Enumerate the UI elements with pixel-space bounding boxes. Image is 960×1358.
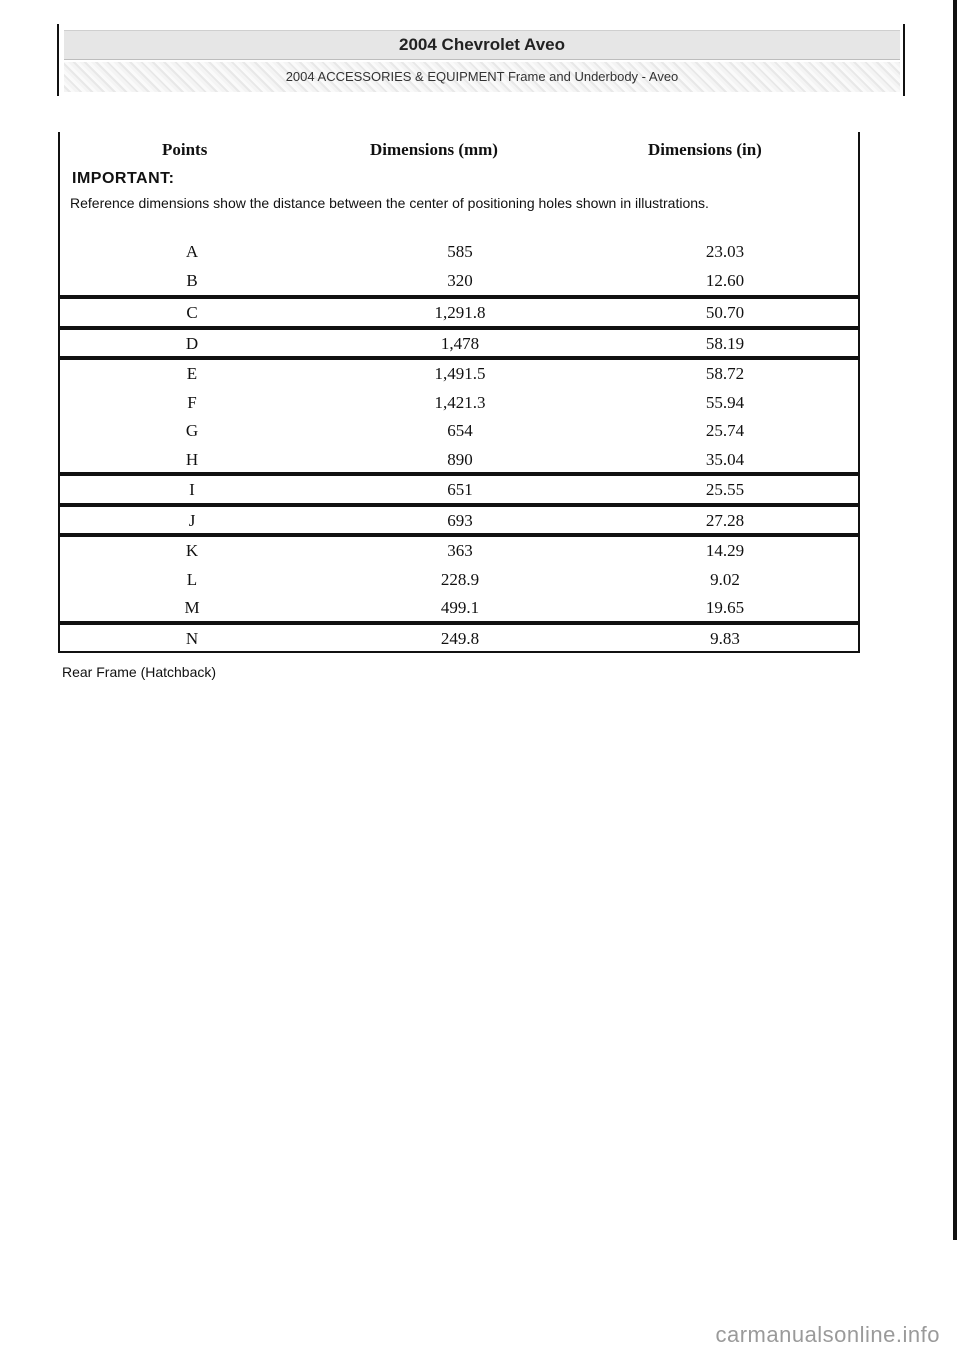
mm-cell: 1,491.5 <box>434 364 486 383</box>
table-row <box>60 299 862 327</box>
mm-cell: 585 <box>447 242 473 261</box>
important-note: Reference dimensions show the distance between the center of positioning holes shown in illustrations. <box>70 195 709 211</box>
row-group <box>58 505 860 536</box>
table-row <box>60 238 862 266</box>
point-cell: M <box>184 598 200 617</box>
table-row <box>60 507 862 535</box>
important-label: IMPORTANT: <box>72 170 175 187</box>
document-title: 2004 Chevrolet Aveo <box>64 30 900 60</box>
row-group <box>58 474 860 505</box>
point-cell: C <box>186 303 198 322</box>
table-row <box>60 360 862 388</box>
in-cell: 12.60 <box>705 270 745 290</box>
row-group <box>58 623 860 654</box>
table-row <box>60 476 862 504</box>
in-cell: 58.19 <box>705 333 745 353</box>
point-cell: B <box>186 270 198 290</box>
point-cell: N <box>185 628 199 648</box>
table-row <box>60 566 862 594</box>
row-group <box>58 328 860 359</box>
row-group <box>58 358 860 474</box>
in-cell: 50.70 <box>705 303 745 322</box>
document-subtitle: 2004 ACCESSORIES & EQUIPMENT Frame and Underbody - Aveo <box>64 62 900 92</box>
table-row <box>60 625 862 653</box>
point-cell: F <box>187 392 197 412</box>
mm-cell: 249.8 <box>440 628 480 648</box>
mm-cell: 654 <box>447 421 473 440</box>
mm-cell: 228.9 <box>440 569 480 589</box>
in-cell: 9.83 <box>710 628 740 648</box>
row-group <box>58 297 860 328</box>
column-header-mm: Dimensions (mm) <box>370 140 498 159</box>
column-header-points: Points <box>162 140 208 159</box>
mm-cell: 320 <box>447 270 473 290</box>
mm-cell: 1,478 <box>440 333 480 353</box>
point-cell: E <box>186 364 198 383</box>
point-cell: A <box>185 242 199 261</box>
table-row <box>60 267 862 295</box>
mm-cell: 693 <box>447 510 473 530</box>
in-cell: 9.02 <box>710 569 740 589</box>
mm-cell: 1,291.8 <box>434 303 486 322</box>
table-row <box>60 537 862 565</box>
table-row <box>60 446 862 474</box>
header-left-rule <box>57 24 59 96</box>
table-row <box>60 594 862 622</box>
mm-cell: 1,421.3 <box>434 392 486 412</box>
in-cell: 58.72 <box>705 364 745 383</box>
mm-cell: 651 <box>447 480 473 499</box>
row-group <box>58 535 860 623</box>
point-cell: I <box>189 480 195 499</box>
header-right-rule <box>903 24 905 96</box>
in-cell: 55.94 <box>705 392 745 412</box>
mm-cell: 890 <box>447 449 473 469</box>
watermark: carmanualsonline.info <box>715 1322 940 1347</box>
in-cell: 35.04 <box>705 449 745 469</box>
table-row <box>60 417 862 445</box>
in-cell: 19.65 <box>705 598 745 617</box>
mm-cell: 363 <box>447 541 473 560</box>
mm-cell: 499.1 <box>440 598 480 617</box>
point-cell: H <box>185 449 199 469</box>
point-cell: K <box>185 541 199 560</box>
page-right-rule <box>953 0 957 1240</box>
table-row <box>60 389 862 417</box>
column-header-in: Dimensions (in) <box>648 140 762 159</box>
in-cell: 25.55 <box>705 480 745 499</box>
in-cell: 25.74 <box>705 421 745 440</box>
point-cell: L <box>186 569 198 589</box>
figure-caption: Rear Frame (Hatchback) <box>62 664 217 680</box>
point-cell: G <box>185 421 199 440</box>
point-cell: D <box>185 333 199 353</box>
point-cell: J <box>188 510 196 530</box>
table-row <box>60 330 862 358</box>
in-cell: 27.28 <box>705 510 745 530</box>
in-cell: 23.03 <box>705 242 745 261</box>
row-group <box>58 238 860 297</box>
in-cell: 14.29 <box>705 541 745 560</box>
